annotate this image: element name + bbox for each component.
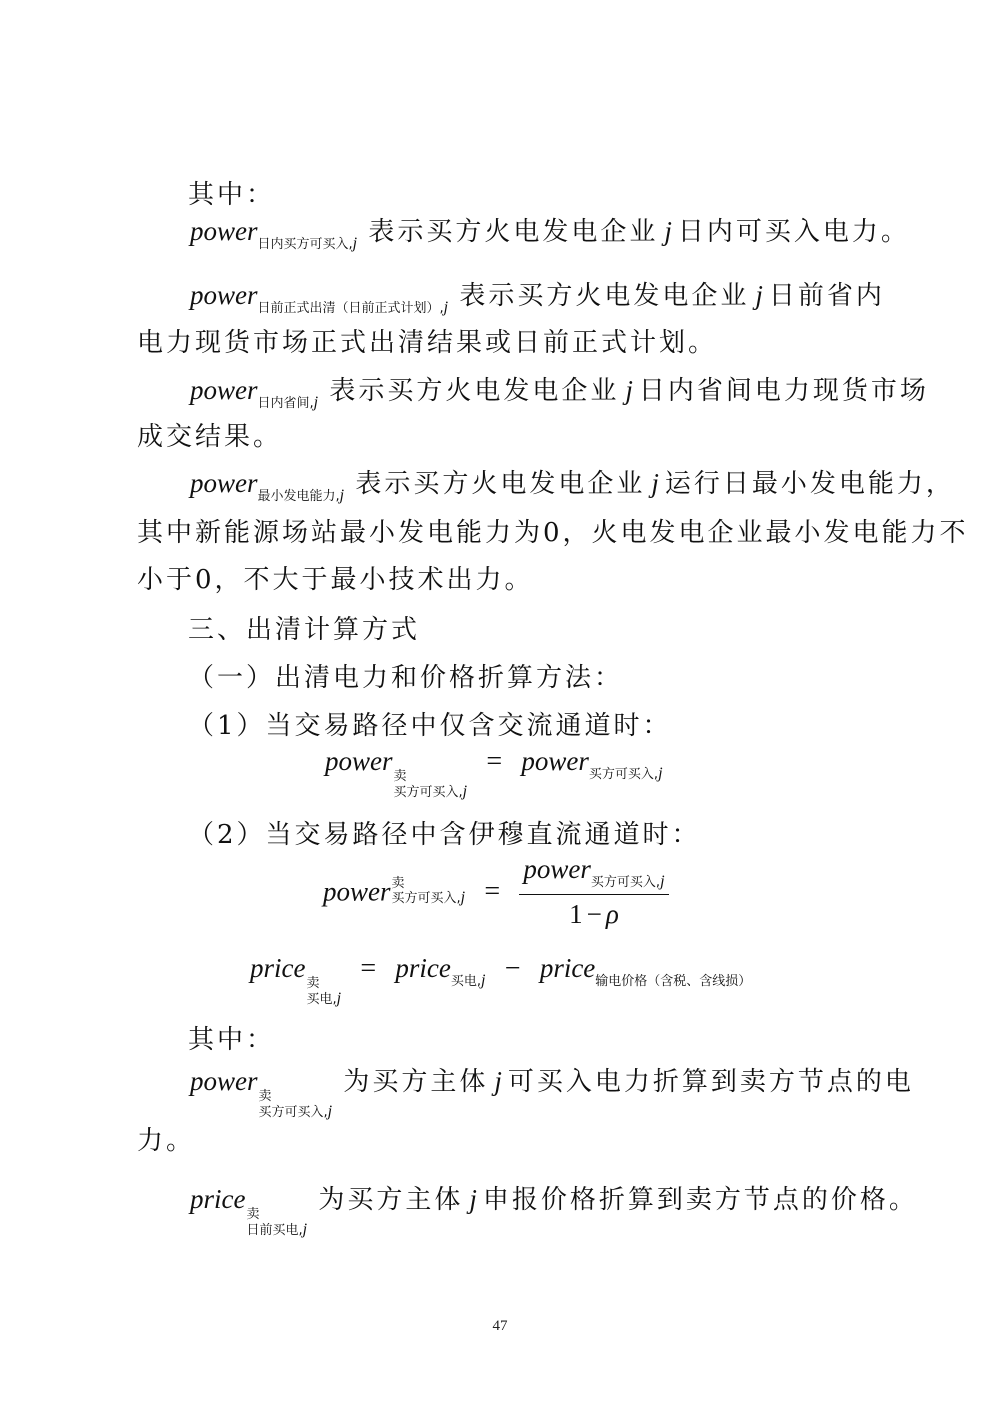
subscript: 日内买方可买入,j [257,235,358,252]
sup-sub: 卖 买方可买入,j [393,769,468,800]
subscript: 日前正式出清（日前正式计划）,j [257,299,449,316]
definition-min-generation-cont1: 其中新能源场站最小发电能力为0，火电发电企业最小发电能力不 [137,518,969,548]
case-2-heading: （2）当交易路径中含伊穆直流通道时： [188,820,701,850]
equation-2: power 卖 买方可买入,j = $\frac{\text{power买方可买入,j}}{1 - \rho}$ [323,856,669,928]
case-1-heading: （1）当交易路径中仅含交流通道时： [188,711,672,741]
equation-1: power 卖 买方可买入,j = power买方可买入,j [325,746,663,800]
definition-day-ahead: power日前正式出清（日前正式计划）,j 表示买方火电发电企业 j 日前省内 [190,280,885,316]
definition-min-generation: power最小发电能力,j 表示买方火电发电企业 j 运行日最小发电能力， [190,468,955,504]
subscript: 最小发电能力,j [257,487,345,504]
definition-seller-price: price 卖 日前买电,j 为买方主体 j 申报价格折算到卖方节点的价格。 [190,1184,918,1238]
definition-intraday-interprov: power日内省间,j 表示买方火电发电企业 j 日内省间电力现货市场 [190,375,929,411]
var-power: power [190,216,258,246]
subscript: 日内省间,j [257,394,319,411]
intro-where-2: 其中： [188,1025,276,1055]
definition-intraday-buy: power日内买方可买入,j 表示买方火电发电企业 j 日内可买入电力。 [190,216,910,252]
intro-where-1: 其中： [188,180,276,210]
section-heading-3: 三、出清计算方式 [188,615,421,645]
definition-seller-power-cont: 力。 [137,1126,196,1156]
definition-min-generation-cont2: 小于0，不大于最小技术出力。 [137,565,534,595]
equation-3: price 卖 买电,j = price买电,j − price输电价格（含税、含线损） [250,953,752,1007]
subsection-heading-1: （一）出清电力和价格折算方法： [188,663,624,693]
fraction: $\frac{\text{power买方可买入,j}}{1 - \rho}$ [519,856,668,928]
definition-seller-power: power 卖 买方可买入,j 为买方主体 j 可买入电力折算到卖方节点的电 [190,1066,914,1120]
definition-intraday-interprov-cont: 成交结果。 [137,422,283,452]
page-number: 47 [492,1318,508,1334]
definition-day-ahead-cont: 电力现货市场正式出清结果或日前正式计划。 [137,328,718,358]
